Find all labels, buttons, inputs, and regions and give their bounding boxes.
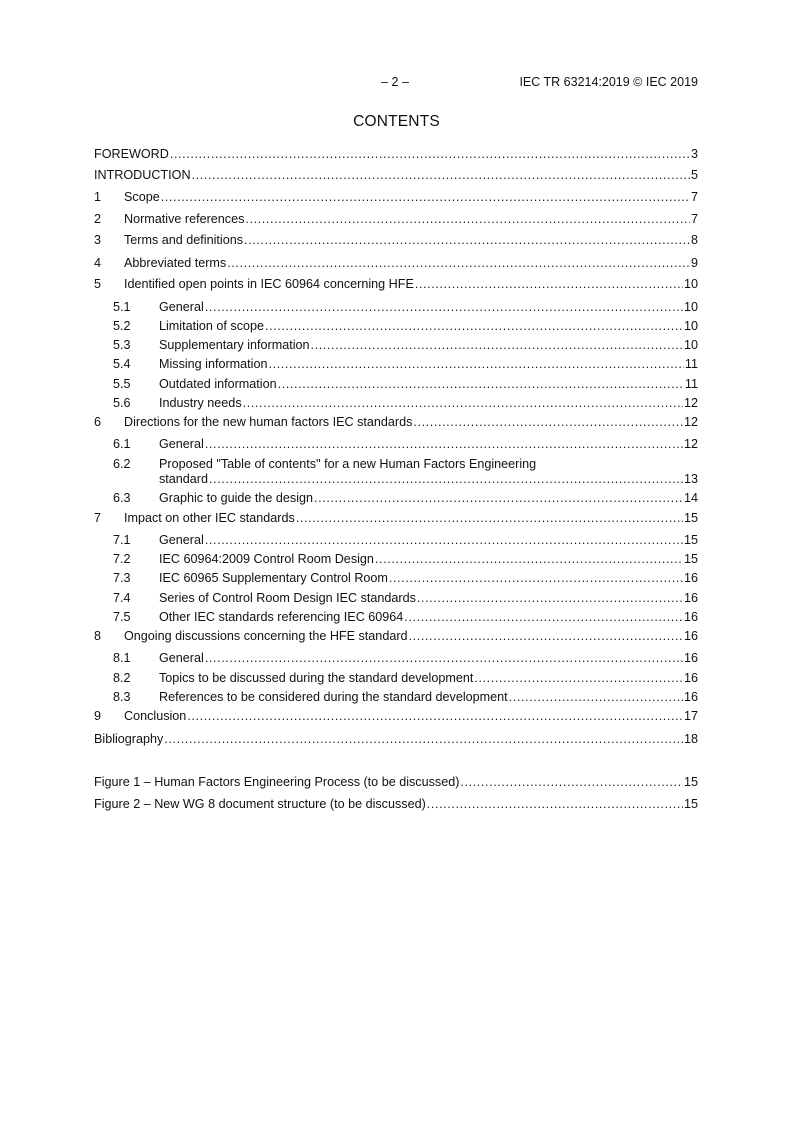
toc-entry-foreword[interactable] — [94, 146, 698, 162]
toc-entry-page: 7 — [690, 190, 698, 204]
toc-entry-title: IEC 60965 Supplementary Control Room — [159, 571, 388, 585]
toc-entry-3[interactable] — [94, 232, 698, 248]
toc-entry-7-2[interactable] — [94, 551, 698, 567]
toc-entry-title: Normative references — [124, 212, 245, 226]
toc-entry-number: 7.4 — [113, 591, 131, 605]
toc-entry-page: 16 — [683, 690, 698, 704]
toc-entry-title: Terms and definitions — [124, 233, 244, 247]
toc-entry-page: 18 — [683, 732, 698, 746]
toc-entry-page: 17 — [683, 709, 698, 723]
toc-entry-page: 10 — [683, 319, 698, 333]
dot-leader — [192, 167, 690, 183]
dot-leader — [375, 551, 683, 567]
dot-leader — [404, 609, 683, 625]
dot-leader — [427, 796, 683, 812]
toc-entry-number: 5 — [94, 277, 102, 291]
toc-entry-title: Impact on other IEC standards — [124, 511, 295, 525]
toc-entry-page: 3 — [690, 147, 698, 161]
dot-leader — [460, 774, 683, 790]
toc-entry-number: 7.5 — [113, 610, 131, 624]
toc-entry-title: Abbreviated terms — [124, 256, 227, 270]
dot-leader — [314, 490, 683, 506]
toc-entry-9[interactable] — [94, 708, 698, 724]
toc-entry-page: 5 — [690, 168, 698, 182]
toc-entry-title: Ongoing discussions concerning the HFE standard — [124, 629, 408, 643]
figure-entry-title: Figure 1 – Human Factors Engineering Process (to be discussed) — [94, 775, 460, 789]
toc-entry-5-5[interactable] — [94, 376, 698, 392]
toc-entry-title: Outdated information — [159, 377, 277, 391]
toc-entry-number: 8 — [94, 629, 102, 643]
dot-leader — [205, 650, 683, 666]
toc-entry-page: 9 — [690, 256, 698, 270]
dot-leader — [474, 670, 683, 686]
toc-entry-page: 15 — [683, 552, 698, 566]
contents-title: CONTENTS — [353, 113, 440, 130]
toc-entry-page: 12 — [683, 396, 698, 410]
figure-entry-page: 15 — [683, 775, 698, 789]
toc-entry-7[interactable] — [94, 510, 698, 526]
toc-entry-5[interactable] — [94, 276, 698, 292]
figure-entry-page: 15 — [683, 797, 698, 811]
toc-entry-number: 6.3 — [113, 491, 131, 505]
toc-entry-2[interactable] — [94, 211, 698, 227]
toc-entry-6-3[interactable] — [94, 490, 698, 506]
toc-entry-page: 12 — [683, 415, 698, 429]
toc-entry-page: 15 — [683, 511, 698, 525]
toc-entry-5-4[interactable] — [94, 356, 698, 372]
toc-entry-number: 4 — [94, 256, 102, 270]
toc-entry-page: 16 — [683, 591, 698, 605]
toc-entry-number: 6.2 — [113, 457, 131, 471]
document-reference: IEC TR 63214:2019 © IEC 2019 — [519, 75, 698, 89]
toc-entry-number: 5.6 — [113, 396, 131, 410]
dot-leader — [415, 276, 683, 292]
dot-leader — [417, 590, 683, 606]
toc-entry-page: 16 — [683, 651, 698, 665]
toc-entry-number: 2 — [94, 212, 102, 226]
toc-entry-page: 12 — [683, 437, 698, 451]
toc-entry-title: Supplementary information — [159, 338, 310, 352]
toc-entry-number: 5.5 — [113, 377, 131, 391]
toc-entry-page: 16 — [683, 610, 698, 624]
toc-entry-title: Missing information — [159, 357, 268, 371]
toc-entry-title-line2: standard — [159, 472, 209, 486]
toc-entry-title: FOREWORD — [94, 147, 169, 161]
toc-entry-number: 1 — [94, 190, 102, 204]
toc-entry-title: Graphic to guide the design — [159, 491, 314, 505]
toc-entry-7-1[interactable] — [94, 532, 698, 548]
figure-entry-title: Figure 2 – New WG 8 document structure (to be discussed) — [94, 797, 426, 811]
toc-entry-1[interactable] — [94, 189, 698, 205]
page-header — [0, 75, 793, 93]
toc-entry-page: 16 — [683, 671, 698, 685]
toc-entry-title: General — [159, 533, 204, 547]
toc-entry-number: 6 — [94, 415, 102, 429]
toc-entry-7-3[interactable] — [94, 570, 698, 586]
toc-entry-title: Other IEC standards referencing IEC 60964 — [159, 610, 404, 624]
toc-entry-number: 5.1 — [113, 300, 131, 314]
toc-entry-6[interactable] — [94, 414, 698, 430]
toc-entry-title: IEC 60964:2009 Control Room Design — [159, 552, 374, 566]
toc-entry-page: 16 — [683, 629, 698, 643]
toc-entry-title: Limitation of scope — [159, 319, 265, 333]
toc-entry-title: Identified open points in IEC 60964 concerning HFE — [124, 277, 414, 291]
toc-entry-page: 10 — [683, 277, 698, 291]
toc-entry-5-1[interactable] — [94, 299, 698, 315]
dot-leader — [311, 337, 683, 353]
toc-entry-number: 7.1 — [113, 533, 131, 547]
toc-entry-title: Industry needs — [159, 396, 242, 410]
dot-leader — [205, 532, 683, 548]
toc-entry-number: 5.3 — [113, 338, 131, 352]
toc-entry-title: General — [159, 437, 204, 451]
toc-entry-page: 13 — [683, 472, 698, 486]
toc-entry-4[interactable] — [94, 255, 698, 271]
toc-entry-5-6[interactable] — [94, 395, 698, 411]
toc-entry-page: 10 — [683, 338, 698, 352]
dot-leader — [243, 395, 683, 411]
toc-entry-title: Conclusion — [124, 709, 187, 723]
dot-leader — [227, 255, 690, 271]
toc-entry-5-3[interactable] — [94, 337, 698, 353]
toc-entry-title: Series of Control Room Design IEC standards — [159, 591, 416, 605]
dot-leader — [278, 376, 684, 392]
toc-entry-page: 10 — [683, 300, 698, 314]
toc-entry-title: Directions for the new human factors IEC standards — [124, 415, 413, 429]
dot-leader — [269, 356, 684, 372]
toc-entry-title: INTRODUCTION — [94, 168, 191, 182]
toc-entry-introduction[interactable] — [94, 167, 698, 183]
toc-entry-number: 9 — [94, 709, 102, 723]
dot-leader — [244, 232, 690, 248]
toc-entry-8-3[interactable] — [94, 689, 698, 705]
toc-entry-page: 7 — [690, 212, 698, 226]
toc-entry-number: 5.4 — [113, 357, 131, 371]
toc-entry-page: 11 — [684, 357, 698, 371]
toc-entry-8[interactable] — [94, 628, 698, 644]
toc-entry-bibliography[interactable] — [94, 731, 698, 747]
toc-entry-title: Scope — [124, 190, 160, 204]
toc-entry-page: 11 — [684, 377, 698, 391]
list-of-figures-entry-2[interactable] — [94, 796, 698, 812]
list-of-figures-entry-1[interactable] — [94, 774, 698, 790]
toc-entry-number: 6.1 — [113, 437, 131, 451]
toc-entry-7-5[interactable] — [94, 609, 698, 625]
dot-leader — [170, 146, 690, 162]
toc-entry-6-1[interactable] — [94, 436, 698, 452]
dot-leader — [161, 189, 690, 205]
toc-entry-number: 7 — [94, 511, 102, 525]
toc-entry-7-4[interactable] — [94, 590, 698, 606]
toc-entry-number: 7.2 — [113, 552, 131, 566]
toc-entry-8-1[interactable] — [94, 650, 698, 666]
dot-leader — [509, 689, 683, 705]
dot-leader — [245, 211, 690, 227]
toc-entry-number: 8.3 — [113, 690, 131, 704]
dot-leader — [187, 708, 683, 724]
toc-entry-8-2[interactable] — [94, 670, 698, 686]
dot-leader — [296, 510, 683, 526]
toc-entry-number: 5.2 — [113, 319, 131, 333]
toc-entry-number: 8.2 — [113, 671, 131, 685]
toc-entry-title: General — [159, 300, 204, 314]
dot-leader — [164, 731, 683, 747]
toc-entry-title-line1: Proposed "Table of contents" for a new Human Factors Engineering — [159, 457, 537, 471]
toc-entry-5-2[interactable] — [94, 318, 698, 334]
toc-entry-number: 7.3 — [113, 571, 131, 585]
toc-entry-title: Topics to be discussed during the standard development — [159, 671, 474, 685]
dot-leader — [389, 570, 683, 586]
toc-entry-title: Bibliography — [94, 732, 164, 746]
dot-leader — [413, 414, 683, 430]
dot-leader — [205, 299, 683, 315]
dot-leader — [409, 628, 683, 644]
dot-leader — [265, 318, 683, 334]
toc-entry-title: General — [159, 651, 204, 665]
dot-leader — [205, 436, 683, 452]
toc-entry-page: 14 — [683, 491, 698, 505]
toc-entry-title-line2-row — [159, 472, 698, 487]
toc-entry-page: 16 — [683, 571, 698, 585]
dot-leader — [209, 472, 683, 487]
toc-entry-number: 8.1 — [113, 651, 131, 665]
page-number: – 2 – — [381, 75, 409, 89]
toc-entry-number: 3 — [94, 233, 102, 247]
toc-entry-page: 15 — [683, 533, 698, 547]
toc-entry-page: 8 — [690, 233, 698, 247]
toc-entry-title: References to be considered during the standard development — [159, 690, 508, 704]
